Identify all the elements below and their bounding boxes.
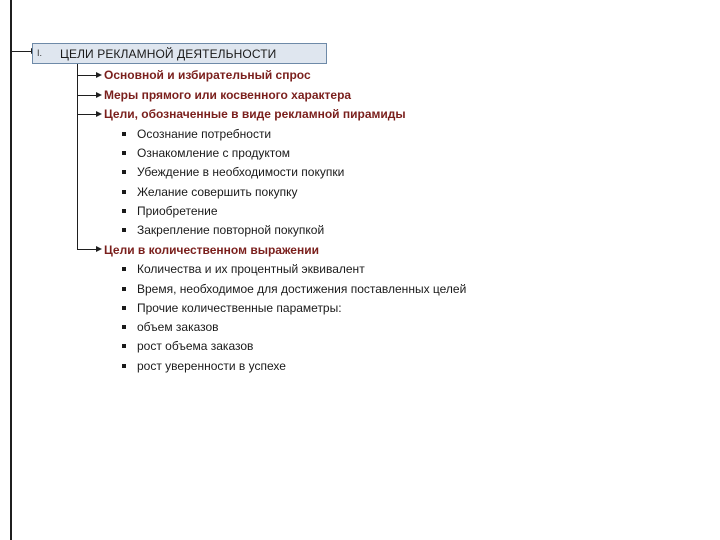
goal-demand: Основной и избирательный спрос — [104, 68, 311, 82]
branch-arrow-1 — [78, 75, 97, 76]
tree-connector-line — [77, 64, 78, 250]
bullet-icon — [122, 170, 126, 174]
section-number: I. — [37, 48, 43, 58]
bullet-icon — [122, 364, 126, 368]
list-item: Прочие количественные параметры: — [122, 301, 342, 315]
list-item: Ознакомление с продуктом — [122, 146, 290, 160]
list-item: объем заказов — [122, 320, 219, 334]
bullet-icon — [122, 190, 126, 194]
list-item: рост объема заказов — [122, 339, 253, 353]
goal-pyramid: Цели, обозначенные в виде рекламной пирамиды — [104, 107, 406, 121]
branch-arrow-2 — [78, 95, 97, 96]
bullet-icon — [122, 267, 126, 271]
branch-arrow-3 — [78, 114, 97, 115]
section-title: ЦЕЛИ РЕКЛАМНОЙ ДЕЯТЕЛЬНОСТИ — [60, 47, 277, 61]
list-item: Приобретение — [122, 204, 218, 218]
bullet-icon — [122, 151, 126, 155]
bullet-icon — [122, 287, 126, 291]
bullet-icon — [122, 306, 126, 310]
list-item: рост уверенности в успехе — [122, 359, 286, 373]
bullet-icon — [122, 132, 126, 136]
goal-quantitative: Цели в количественном выражении — [104, 243, 319, 257]
branch-arrow-4 — [78, 249, 97, 250]
section-title-box — [32, 43, 327, 64]
bullet-icon — [122, 228, 126, 232]
list-item: Осознание потребности — [122, 127, 271, 141]
list-item: Желание совершить покупку — [122, 185, 297, 199]
bullet-icon — [122, 325, 126, 329]
list-item: Время, необходимое для достижения поставленных целей — [122, 282, 466, 296]
goal-measures: Меры прямого или косвенного характера — [104, 88, 352, 102]
bullet-icon — [122, 344, 126, 348]
left-margin-line — [10, 0, 12, 540]
list-item: Закрепление повторной покупкой — [122, 223, 324, 237]
list-item: Количества и их процентный эквивалент — [122, 262, 365, 276]
entry-arrow — [10, 51, 32, 52]
list-item: Убеждение в необходимости покупки — [122, 165, 344, 179]
bullet-icon — [122, 209, 126, 213]
